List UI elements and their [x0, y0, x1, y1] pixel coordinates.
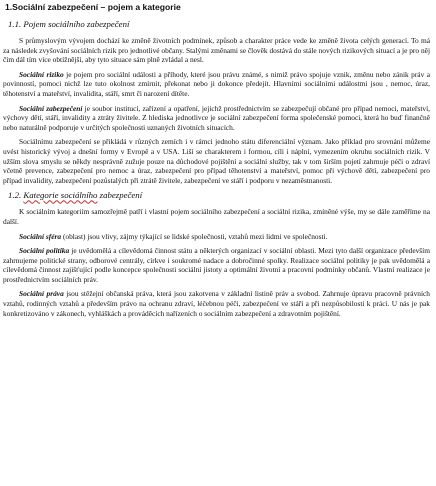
- paragraph-social-security-text: je soubor institucí, zařízení a opatření, jejichž prostřednictvím se zabezpečují občané pro případ nemoci, mateřství, výchovy dětí, stáří, invalidity a ztráty živitele. Z hlediska jednotlivce je sociální zabezpečení forma společenské pomoci, která ho buď finančně nebo naturálně podporuje v určitých společnosti uznaných životních situacích.: [3, 103, 430, 132]
- paragraph-social-sphere: [3, 232, 430, 242]
- section-heading-1-2-suffix: zabezpečení: [97, 190, 143, 201]
- paragraph-social-risk-text: je pojem pro sociální události a příhody, které jsou právu známé, s nimiž právo spojuje vznik, změnu nebo zánik práv a povinností, pomoci nichž lze tuto okolnost zmírnit, překonat nebo ji dokonce předejít. Hlavními sociálními událostmi jsou , nemoc, úraz, těhotenství a mateřství, invalidita, stáří, smrt či narození dítěte.: [3, 69, 430, 98]
- section-heading-1-1: 1.1. Pojem sociálního zabezpečení: [8, 19, 130, 29]
- term-social-rights: Sociální práva: [19, 289, 64, 299]
- paragraph-social-risk: [3, 70, 430, 99]
- paragraph-differential-significance: Sociálnímu zabezpečení se přikládá v různých zemích i v rámci jednoho státu diferenciální význam. Jako příklad pro srovnání můžeme uvést historický vývoj a dnešní formy v Evropě a v USA. Liší se charakterem i formou, cíli i náplní, vymezením okruhu sociálních rizik. V užším slova smyslu se někdy nesprávně zužuje pouze na důchodové pojištění a sociální služby, tak v tom širším pojetí zahrnuje péči o zdraví včetně prevence, zabezpečení pro nemoc a úraz, zabezpečení pro případ těhotenství a mateřství, pomoc při výchově dětí, zabezpečení pro případ invalidity, zabezpečení pozůstalých při ztrátě živitele, zabezpečení ve stáří i podporu v nezaměstnanosti.: [3, 137, 430, 185]
- section-heading-1-2-prefix: 1.2.: [8, 190, 24, 201]
- paragraph-social-policy-text: je uvědomělá a cílevědomá činnost státu a některých organizací v sociální oblasti. Mezi tyto další organizace především zahrnujeme politické strany, odborové centrály, církve i soukromé nadace a dobročinné spolky. Realizace sociální politiky je pak uvědomělá a cílevědomá činnost zajišťující podle koncepce společnosti sociální jistoty a optimální životní a pracovní podmínky občanů. Vlastní realizace je prostřednictvím sociálních práv.: [3, 246, 430, 284]
- paragraph-social-security: [3, 104, 430, 133]
- term-social-risk: Sociální riziko: [19, 69, 64, 79]
- term-social-policy: Sociální politika: [19, 246, 70, 256]
- section-heading-1-2: [8, 190, 430, 201]
- term-social-sphere: Sociální sféra: [19, 231, 62, 241]
- document-title: 1.Sociální zabezpečení – pojem a kategorie: [5, 2, 181, 12]
- document-page: [3, 2, 430, 323]
- paragraph-industrial-development: S průmyslovým vývojem dochází ke změně životních podmínek, způsob a charakter práce vede ke změně života celých generací. To má za následek zvyšování sociálních rizik pro jednotlivé občany. Stalými změnami se člověk dostává do stále nových rizikových situací a je pro něj čím dál tím více obtížnější, aby tyto situace sám plně zvládal a nesl.: [3, 36, 430, 65]
- term-social-security: Sociální zabezpečení: [19, 103, 83, 113]
- paragraph-social-sphere-text: (oblast) jsou vlivy, zájmy týkající se lidské společnosti, vztahů mezi lidmi ve společnosti.: [61, 231, 328, 241]
- paragraph-social-policy: [3, 246, 430, 284]
- paragraph-social-categories: K sociálním kategoriím samozřejmě patří i vlastní pojem sociálního zabezpečení a sociální rizika, zmíněné výše, my se dále zaměříme na další.: [3, 207, 430, 226]
- paragraph-social-rights-text: jsou stěžejní občanská práva, která jsou zakotvena v základní listině práv a svobod. Zahrnuje úpravu pracovně právních vztahů, rodinných vztahů a především právo na ochranu zdraví, léčebnou péči, zabezpečení ve stáří a při nezpůsobilosti k práci. U nás je pak konkretizováno v zákonech, vyhláškách a prováděcích nařízeních o sociálním zabezpečení a zdravotním pojištění.: [3, 289, 430, 318]
- paragraph-social-rights: [3, 289, 430, 318]
- section-heading-1-2-term: Kategorie sociálního: [23, 190, 98, 201]
